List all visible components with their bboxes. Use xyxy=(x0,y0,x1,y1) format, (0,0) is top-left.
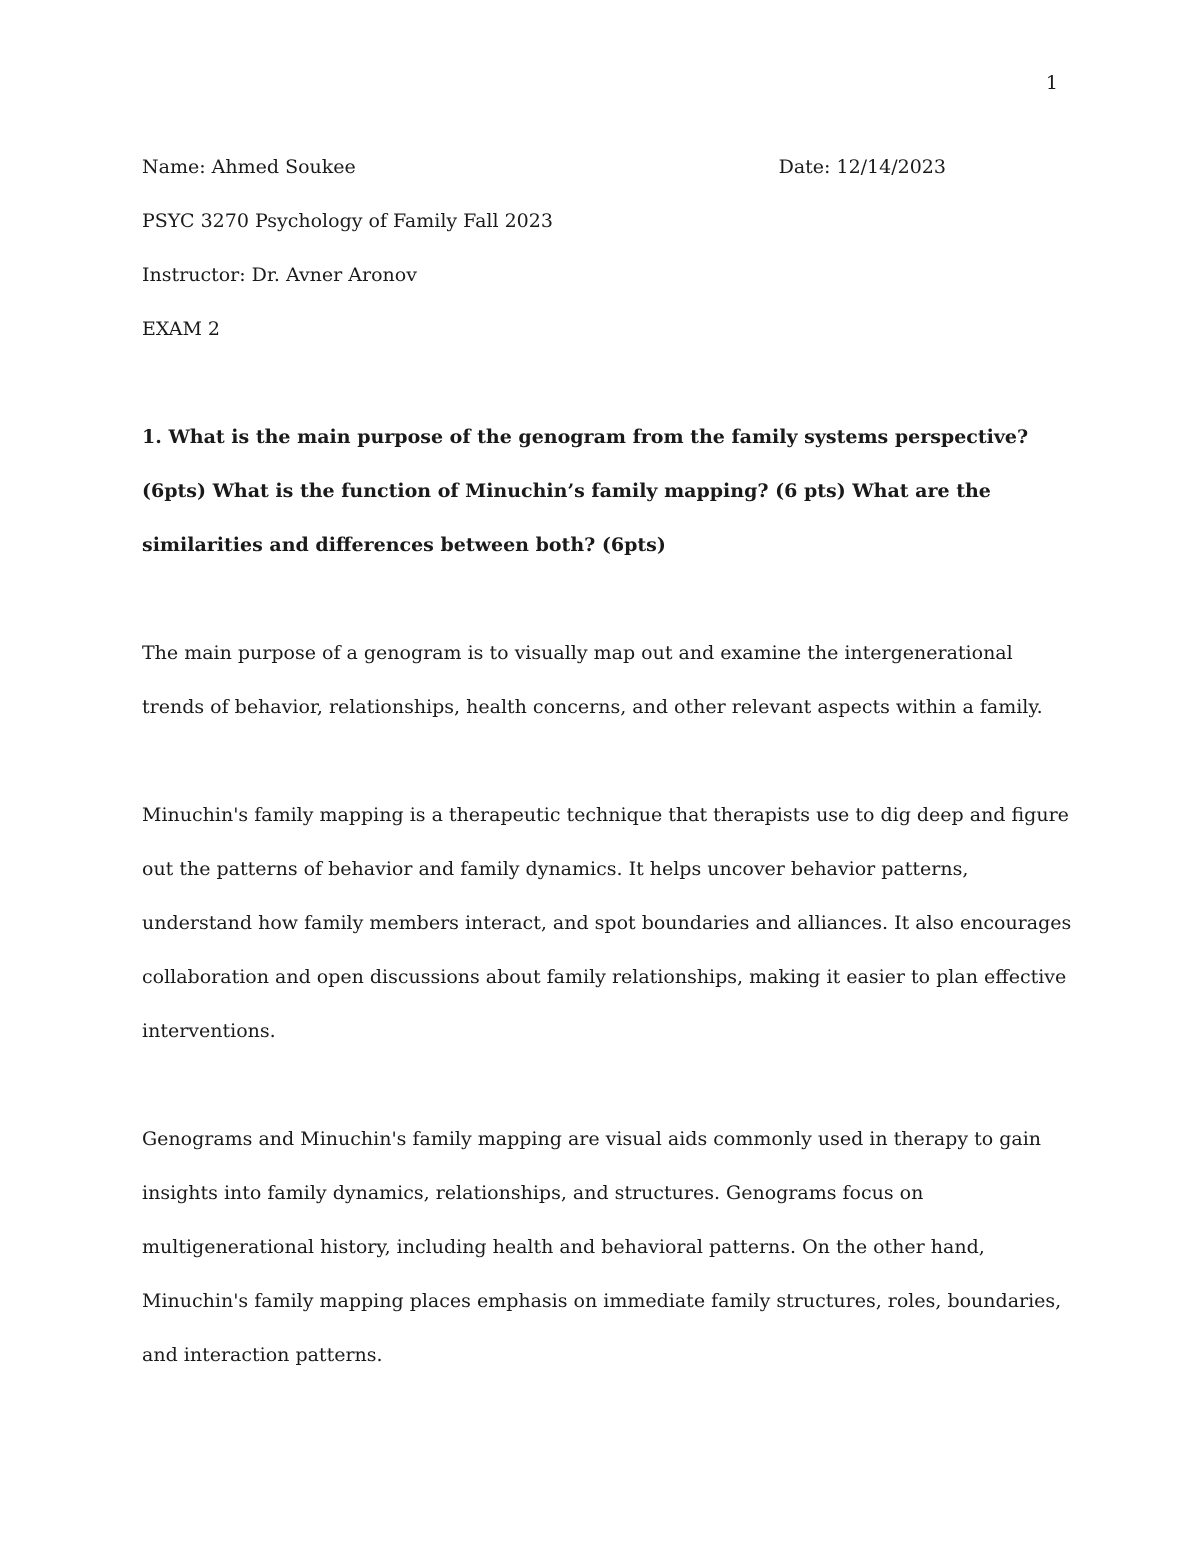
answer-paragraph-1: The main purpose of a genogram is to visually map out and examine the intergenerational trends of behavior, relationships, health concerns, and other relevant aspects within a family. xyxy=(142,642,1043,718)
answer-paragraph-3: Genograms and Minuchin's family mapping are visual aids commonly used in therapy to gain insights into family dynamics, relationships, and structures. Genograms focus on multigenerational history, including health and behavioral patterns. On the other hand, Minuchin's family mapping places emphasis on immediate family structures, roles, boundaries, and interaction patterns. xyxy=(142,1128,1062,1366)
question-text: 1. What is the main purpose of the genogram from the family systems perspective? (6pts) What is the function of Minuchin’s family mapping? (6 pts) What are the similarities and differences between both? (6pts) xyxy=(142,426,1029,556)
exam-title: EXAM 2 xyxy=(142,318,221,340)
course-line: PSYC 3270 Psychology of Family Fall 2023 xyxy=(142,210,553,232)
exam-date: Date: 12/14/2023 xyxy=(778,156,946,178)
document-body xyxy=(142,140,1072,1382)
instructor-line: Instructor: Dr. Avner Aronov xyxy=(142,264,417,286)
answer-paragraph-2: Minuchin's family mapping is a therapeutic technique that therapists use to dig deep and figure out the patterns of behavior and family dynamics. It helps uncover behavior patterns, understand how family members interact, and spot boundaries and alliances. It also encourages collaboration and open discussions about family relationships, making it easier to plan effective interventions. xyxy=(142,804,1072,1042)
name-date-line xyxy=(142,140,1072,194)
student-name: Name: Ahmed Soukee xyxy=(142,156,356,178)
page-number: 1 xyxy=(1045,72,1058,94)
